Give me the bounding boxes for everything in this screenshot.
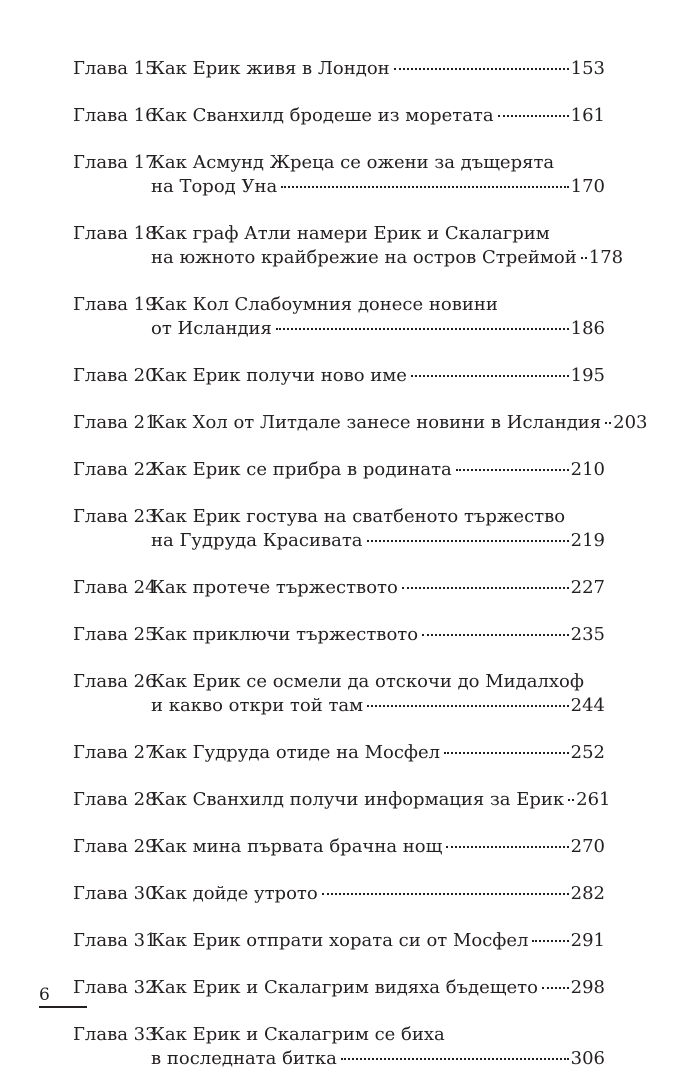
chapter-title — [151, 929, 605, 953]
chapter-title-line: Как Ерик се осмели да отскочи до Мидалхоф — [151, 671, 584, 692]
page-ref: 261 — [576, 789, 611, 810]
dot-leader — [532, 940, 568, 942]
chapter-label: Глава 16 — [73, 105, 157, 126]
chapter-title — [151, 222, 624, 270]
chapter-title-line: Как дойде утрото — [151, 883, 318, 904]
page-ref: 170 — [570, 176, 605, 197]
chapter-title-last-line — [151, 788, 611, 812]
chapter-title — [151, 151, 605, 199]
chapter-label: Глава 29 — [73, 836, 157, 857]
dot-leader — [568, 799, 574, 801]
dot-leader — [367, 540, 569, 542]
chapter-title-line: Как Хол от Литдале занесе новини в Исландия — [151, 412, 602, 433]
chapter-title-line: в последната битка — [151, 1048, 337, 1069]
chapter-title-line: от Исландия — [151, 318, 272, 339]
chapter-label: Глава 27 — [73, 742, 157, 763]
chapter-label: Глава 26 — [73, 671, 157, 692]
dot-leader — [276, 328, 569, 330]
page-ref: 203 — [613, 412, 648, 433]
chapter-title — [151, 882, 605, 906]
dot-leader — [581, 257, 587, 259]
dot-leader — [422, 634, 569, 636]
chapter-title-last-line — [151, 882, 605, 906]
chapter-title-line: Как Сванхилд бродеше из моретата — [151, 105, 494, 126]
chapter-label: Глава 22 — [73, 459, 157, 480]
chapter-title-line: Как мина първата брачна нощ — [151, 836, 443, 857]
chapter-label: Глава 32 — [73, 977, 157, 998]
page-ref: 195 — [570, 365, 605, 386]
page-ref: 252 — [570, 742, 605, 763]
chapter-title — [151, 741, 605, 765]
page-ref: 298 — [570, 977, 605, 998]
chapter-title-line: Как Ерик и Скалагрим се биха — [151, 1024, 445, 1045]
chapter-title-last-line — [151, 246, 624, 270]
chapter-title-last-line — [151, 929, 605, 953]
chapter-title-line: Как приключи тържеството — [151, 624, 419, 645]
chapter-title-last-line — [151, 835, 605, 859]
chapter-title-last-line — [151, 104, 605, 128]
chapter-title — [151, 835, 605, 859]
dot-leader — [456, 469, 569, 471]
chapter-title-line: Как Сванхилд получи информация за Ерик — [151, 789, 565, 810]
chapter-title-line: Как Кол Слабоумния донесе новини — [151, 294, 498, 315]
chapter-title-last-line — [151, 411, 648, 435]
page-ref: 161 — [570, 105, 605, 126]
chapter-label: Глава 15 — [73, 58, 157, 79]
chapter-title — [151, 1023, 605, 1071]
dot-leader — [402, 587, 569, 589]
chapter-title — [151, 57, 605, 81]
page-number-rule — [39, 1006, 87, 1008]
chapter-title-last-line — [151, 976, 605, 1000]
chapter-title — [151, 104, 605, 128]
chapter-title — [151, 364, 605, 388]
chapter-label: Глава 17 — [73, 152, 157, 173]
dot-leader — [341, 1058, 569, 1060]
page-number: 6 — [39, 985, 50, 1005]
page-ref: 291 — [570, 930, 605, 951]
chapter-label: Глава 20 — [73, 365, 157, 386]
chapter-title-last-line — [151, 576, 605, 600]
chapter-title-line: Как Ерик се прибра в родината — [151, 459, 452, 480]
chapter-title — [151, 788, 611, 812]
chapter-title-line: Как Асмунд Жреца се ожени за дъщерята — [151, 152, 555, 173]
page-ref: 178 — [588, 247, 624, 268]
chapter-label: Глава 23 — [73, 506, 157, 527]
dot-leader — [322, 893, 569, 895]
chapter-title-last-line — [151, 741, 605, 765]
chapter-title-line: Как Гудруда отиде на Мосфел — [151, 742, 441, 763]
chapter-title — [151, 505, 605, 553]
chapter-title-last-line — [151, 694, 605, 718]
page-ref: 210 — [570, 459, 605, 480]
chapter-title-last-line — [151, 175, 605, 199]
page-ref: 219 — [570, 530, 605, 551]
page-ref: 235 — [570, 624, 605, 645]
page-ref: 270 — [570, 836, 605, 857]
chapter-title-line: и какво откри той там — [151, 695, 364, 716]
chapter-title-line: Как Ерик и Скалагрим видяха бъдещето — [151, 977, 538, 998]
page-ref: 282 — [570, 883, 605, 904]
dot-leader — [281, 186, 568, 188]
dot-leader — [542, 987, 569, 989]
chapter-title-last-line — [151, 1047, 605, 1071]
page-ref: 227 — [570, 577, 605, 598]
chapter-label: Глава 31 — [73, 930, 157, 951]
chapter-title — [151, 976, 605, 1000]
dot-leader — [367, 705, 569, 707]
chapter-title-line: Как Ерик отпрати хората си от Мосфел — [151, 930, 529, 951]
chapter-title-line: на Гудруда Красивата — [151, 530, 363, 551]
dot-leader — [444, 752, 569, 754]
chapter-label: Глава 18 — [73, 223, 157, 244]
dot-leader — [411, 375, 569, 377]
chapter-title-line: на Тород Уна — [151, 176, 278, 197]
chapter-title — [151, 670, 605, 718]
chapter-title-last-line — [151, 529, 605, 553]
dot-leader — [394, 68, 569, 70]
chapter-title-line: Как Ерик гостува на сватбеното тържество — [151, 506, 566, 527]
chapter-title-line: на южното крайбрежие на остров Стреймой — [151, 247, 577, 268]
chapter-label: Глава 28 — [73, 789, 157, 810]
chapter-label: Глава 19 — [73, 294, 157, 315]
dot-leader — [605, 422, 611, 424]
chapter-title-last-line — [151, 364, 605, 388]
page-ref: 186 — [570, 318, 605, 339]
chapter-title — [151, 458, 605, 482]
chapter-title-last-line — [151, 458, 605, 482]
chapter-label: Глава 25 — [73, 624, 157, 645]
chapter-title — [151, 293, 605, 341]
chapter-title — [151, 411, 648, 435]
page-ref: 306 — [570, 1048, 605, 1069]
chapter-title-last-line — [151, 317, 605, 341]
chapter-title-line: Как Ерик получи ново име — [151, 365, 407, 386]
chapter-label: Глава 33 — [73, 1024, 157, 1045]
chapter-title-line: Как протече тържеството — [151, 577, 398, 598]
chapter-title-last-line — [151, 623, 605, 647]
chapter-title — [151, 576, 605, 600]
dot-leader — [446, 846, 568, 848]
chapter-title-line: Как Ерик живя в Лондон — [151, 58, 390, 79]
chapter-title — [151, 623, 605, 647]
chapter-label: Глава 24 — [73, 577, 157, 598]
dot-leader — [498, 115, 569, 117]
page-ref: 244 — [570, 695, 605, 716]
chapter-label: Глава 21 — [73, 412, 157, 433]
chapter-label: Глава 30 — [73, 883, 157, 904]
chapter-title-last-line — [151, 57, 605, 81]
chapter-title-line: Как граф Атли намери Ерик и Скалагрим — [151, 223, 550, 244]
page-ref: 153 — [570, 58, 605, 79]
